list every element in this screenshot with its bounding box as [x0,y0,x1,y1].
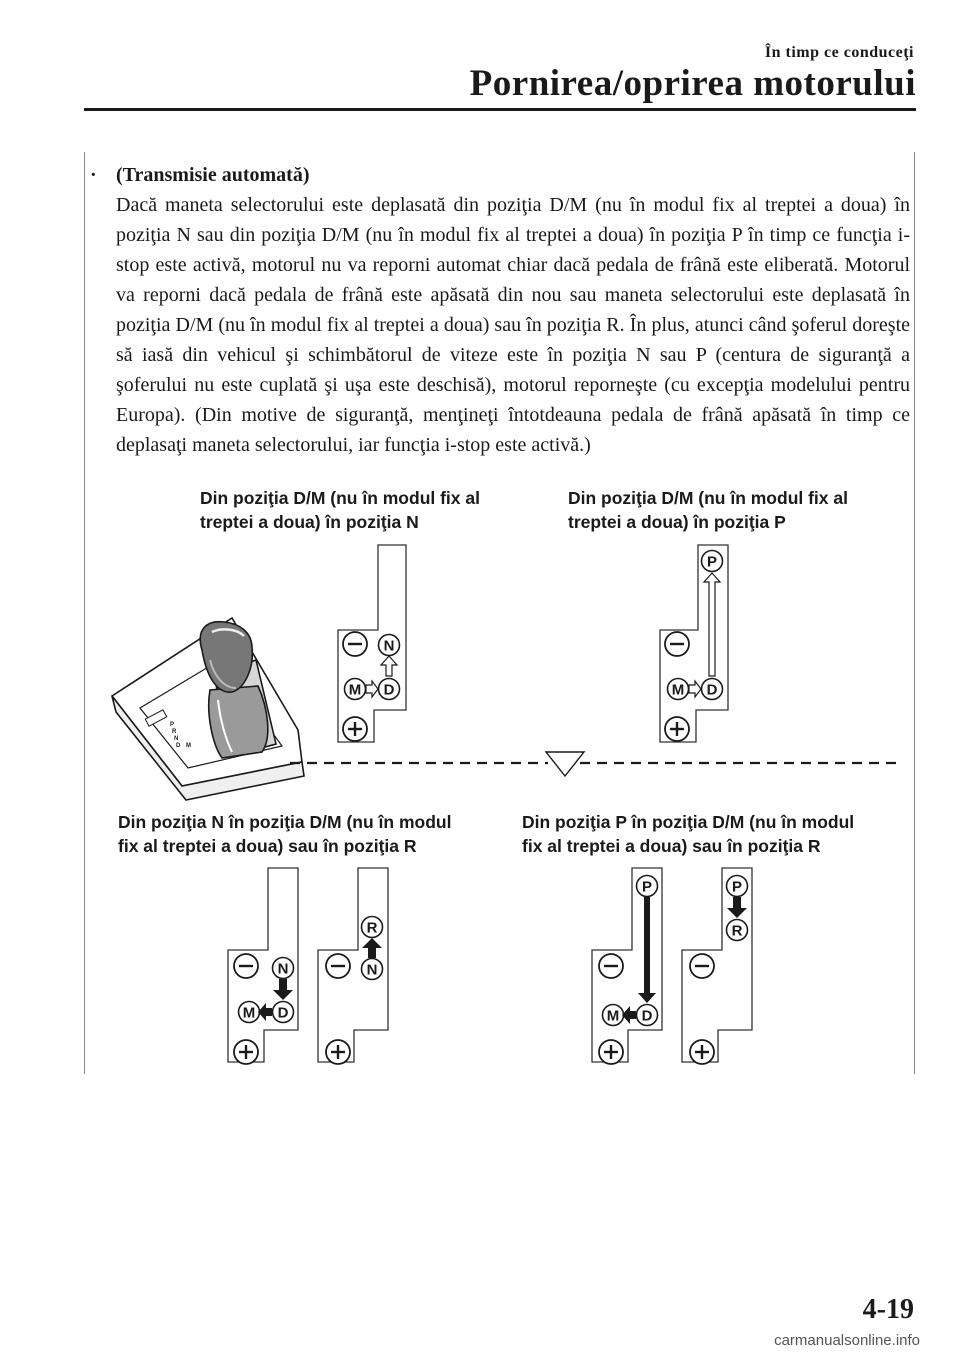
gate-n-to-d [228,868,298,1064]
arrow-icon [362,938,382,958]
gate-label-d: D [706,681,718,699]
plus-icon [690,1040,714,1064]
gate-label-n: N [277,960,289,978]
gate-label-r: R [366,919,378,937]
header-section-label: În timp ce conduceţi [764,44,914,61]
plus-icon [665,717,689,741]
gate-label-p: P [706,553,718,571]
minus-icon [234,954,258,978]
arrow-icon [727,897,747,918]
page-number: 4-19 [862,1294,914,1325]
minus-icon [690,954,714,978]
watermark: carmanualsonline.info [774,1332,920,1349]
caption-n-to-dm-r: Din poziţia N în poziţia D/M (nu în modul fix al treptei a doua) sau în poziţia R [118,812,452,856]
gate-label-m: M [671,681,685,699]
console-label-m: M [186,743,191,749]
gate-label-r: R [731,922,743,940]
arrow-icon [638,897,656,1003]
caption-dm-to-n: Din poziţia D/M (nu în modul fix al treptei a doua) în poziţia N [200,488,480,532]
bullet-dot: · [90,164,97,186]
gate-label-p: P [731,878,743,896]
gate-label-d: D [383,681,395,699]
plus-icon [343,717,367,741]
bullet-heading: (Transmisie automată) [116,164,310,186]
arrow-icon [704,573,720,676]
minus-icon [326,954,350,978]
gate-dm-to-p [660,545,728,742]
console-label-n: N [174,736,179,742]
down-arrow-icon [546,752,584,776]
console-label-r: R [172,729,177,735]
plus-icon [599,1040,623,1064]
console-label-p: P [170,722,175,728]
bullet-body: Dacă maneta selectorului este deplasată din poziţia D/M (nu în modul fix al treptei a doua) în poziţia N sau din poziţia D/M (nu în modul fix al treptei a doua) în poziţia P în timp ce funcţia i-stop este activă, motorul nu va reporni automat chiar dacă pedala de frână este eliberată. Motorul va reporni dacă pedala de frână este apăsată din nou sau maneta selectorului este deplasată în poziţia D/M (nu în modul fix al treptei a doua) sau în poziţia R. În plus, atunci când şoferul doreşte să iasă din vehicul şi schimbătorul de viteze este în poziţia N sau P (centura de siguranţă a şoferului nu este cuplată şi uşa este deschisă), motorul reporneşte (cu excepţia modelului pentru Europa). (Din motive de siguranţă, menţineţi întotdeauna pedala de frână apăsată în timp ce deplasaţi maneta selectorului, iar funcţia i-stop este activă.) [116,194,910,456]
gate-label-m: M [606,1007,620,1025]
plus-icon [326,1040,350,1064]
gate-label-n: N [383,637,395,655]
gate-p-to-r [682,868,752,1064]
arrow-icon [258,1003,272,1021]
gate-n-to-r [318,868,388,1064]
page-title: Pornirea/oprirea motorului [469,63,916,104]
arrow-icon [273,979,293,1000]
caption-dm-to-p: Din poziţia D/M (nu în modul fix al treptei a doua) în poziţia P [568,488,848,532]
dashed-separator [290,752,896,776]
gate-p-to-d [592,868,662,1064]
caption-p-to-dm-r: Din poziţia P în poziţia D/M (nu în modul fix al treptei a doua) sau în poziţia R [522,812,855,856]
gate-label-p: P [641,878,653,896]
minus-icon [665,632,689,656]
shift-console-illustration [112,618,304,800]
arrow-icon [381,656,397,676]
arrow-icon [689,681,701,697]
gate-label-m: M [242,1004,256,1022]
minus-icon [599,954,623,978]
minus-icon [343,632,367,656]
gate-label-d: D [277,1004,289,1022]
gate-label-m: M [348,681,362,699]
console-label-d: D [176,743,181,749]
plus-icon [234,1040,258,1064]
gate-label-d: D [641,1007,653,1025]
gate-label-n: N [366,961,378,979]
arrow-icon [622,1006,636,1024]
arrow-icon [366,681,378,697]
gate-dm-to-n [338,545,406,742]
